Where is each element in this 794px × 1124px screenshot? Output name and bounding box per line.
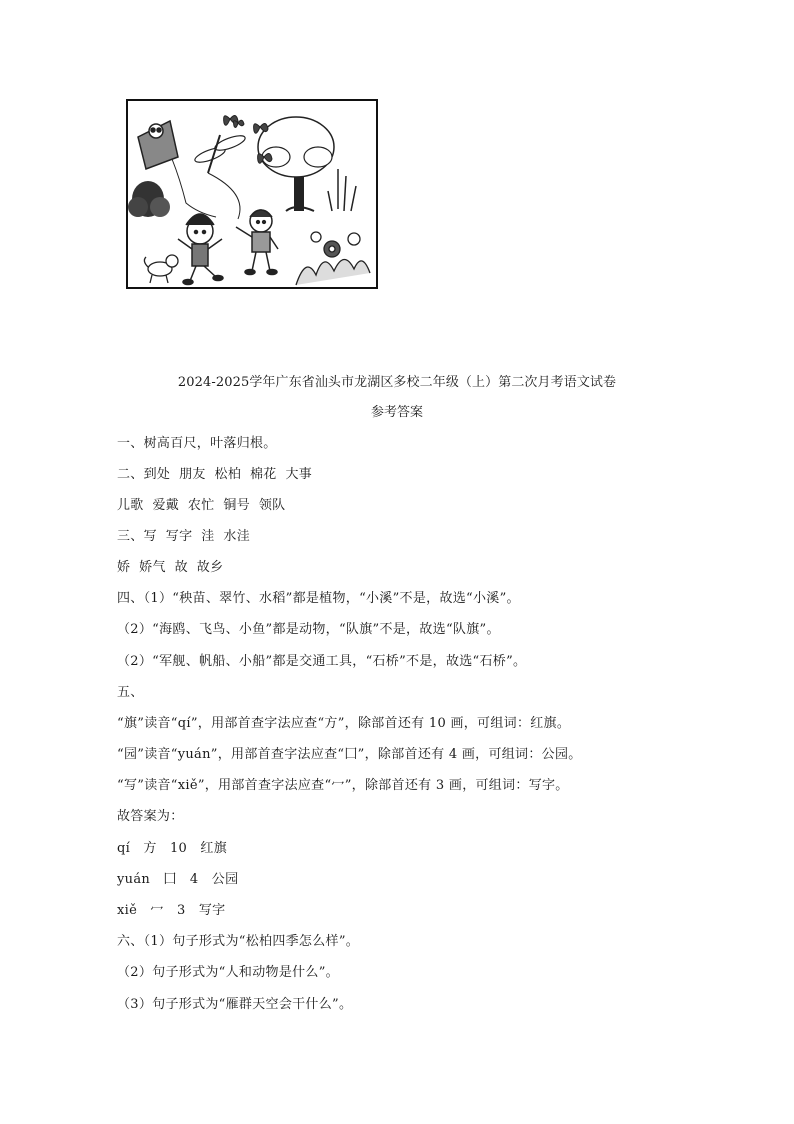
answer-line: 五、 — [117, 685, 144, 700]
answer-line: “旗”读音“qí”，用部首查字法应查“方”，除部首还有 10 画，可组词：红旗。 — [117, 716, 571, 731]
kite-flying-illustration — [126, 99, 378, 289]
answer-line: 一、树高百尺，叶落归根。 — [117, 436, 277, 451]
answer-line: 三、写 写字 洼 水洼 — [117, 529, 250, 544]
answer-line: xiě 冖 3 写字 — [117, 903, 226, 918]
answer-line: （3）句子形式为“雁群天空会干什么”。 — [117, 997, 353, 1012]
answer-line: 故答案为： — [117, 809, 184, 824]
answer-line: “写”读音“xiě”，用部首查字法应查“冖”，除部首还有 3 画，可组词：写字。 — [117, 778, 569, 793]
document-title: 2024-2025学年广东省汕头市龙湖区多校二年级（上）第二次月考语文试卷 — [177, 375, 617, 390]
answer-line: “园”读音“yuán”，用部首查字法应查“囗”，除部首还有 4 画，可组词：公园。 — [117, 747, 582, 762]
answer-line: yuán 囗 4 公园 — [117, 872, 239, 887]
answer-line: 娇 娇气 故 故乡 — [117, 560, 224, 575]
answer-line: （2）句子形式为“人和动物是什么”。 — [117, 965, 339, 980]
answer-line: qí 方 10 红旗 — [117, 841, 228, 856]
answer-line: 四、（1）“秧苗、翠竹、水稻”都是植物，“小溪”不是，故选“小溪”。 — [117, 591, 520, 606]
answer-line: （2）“海鸥、飞鸟、小鱼”都是动物，“队旗”不是，故选“队旗”。 — [117, 622, 500, 637]
answer-line: （2）“军舰、帆船、小船”都是交通工具，“石桥”不是，故选“石桥”。 — [117, 654, 527, 669]
document-subtitle: 参考答案 — [370, 405, 423, 420]
answer-line: 儿歌 爱戴 农忙 铜号 领队 — [117, 498, 286, 513]
answer-line: 二、到处 朋友 松柏 棉花 大事 — [117, 467, 313, 482]
answer-line: 六、（1）句子形式为“松柏四季怎么样”。 — [117, 934, 360, 949]
